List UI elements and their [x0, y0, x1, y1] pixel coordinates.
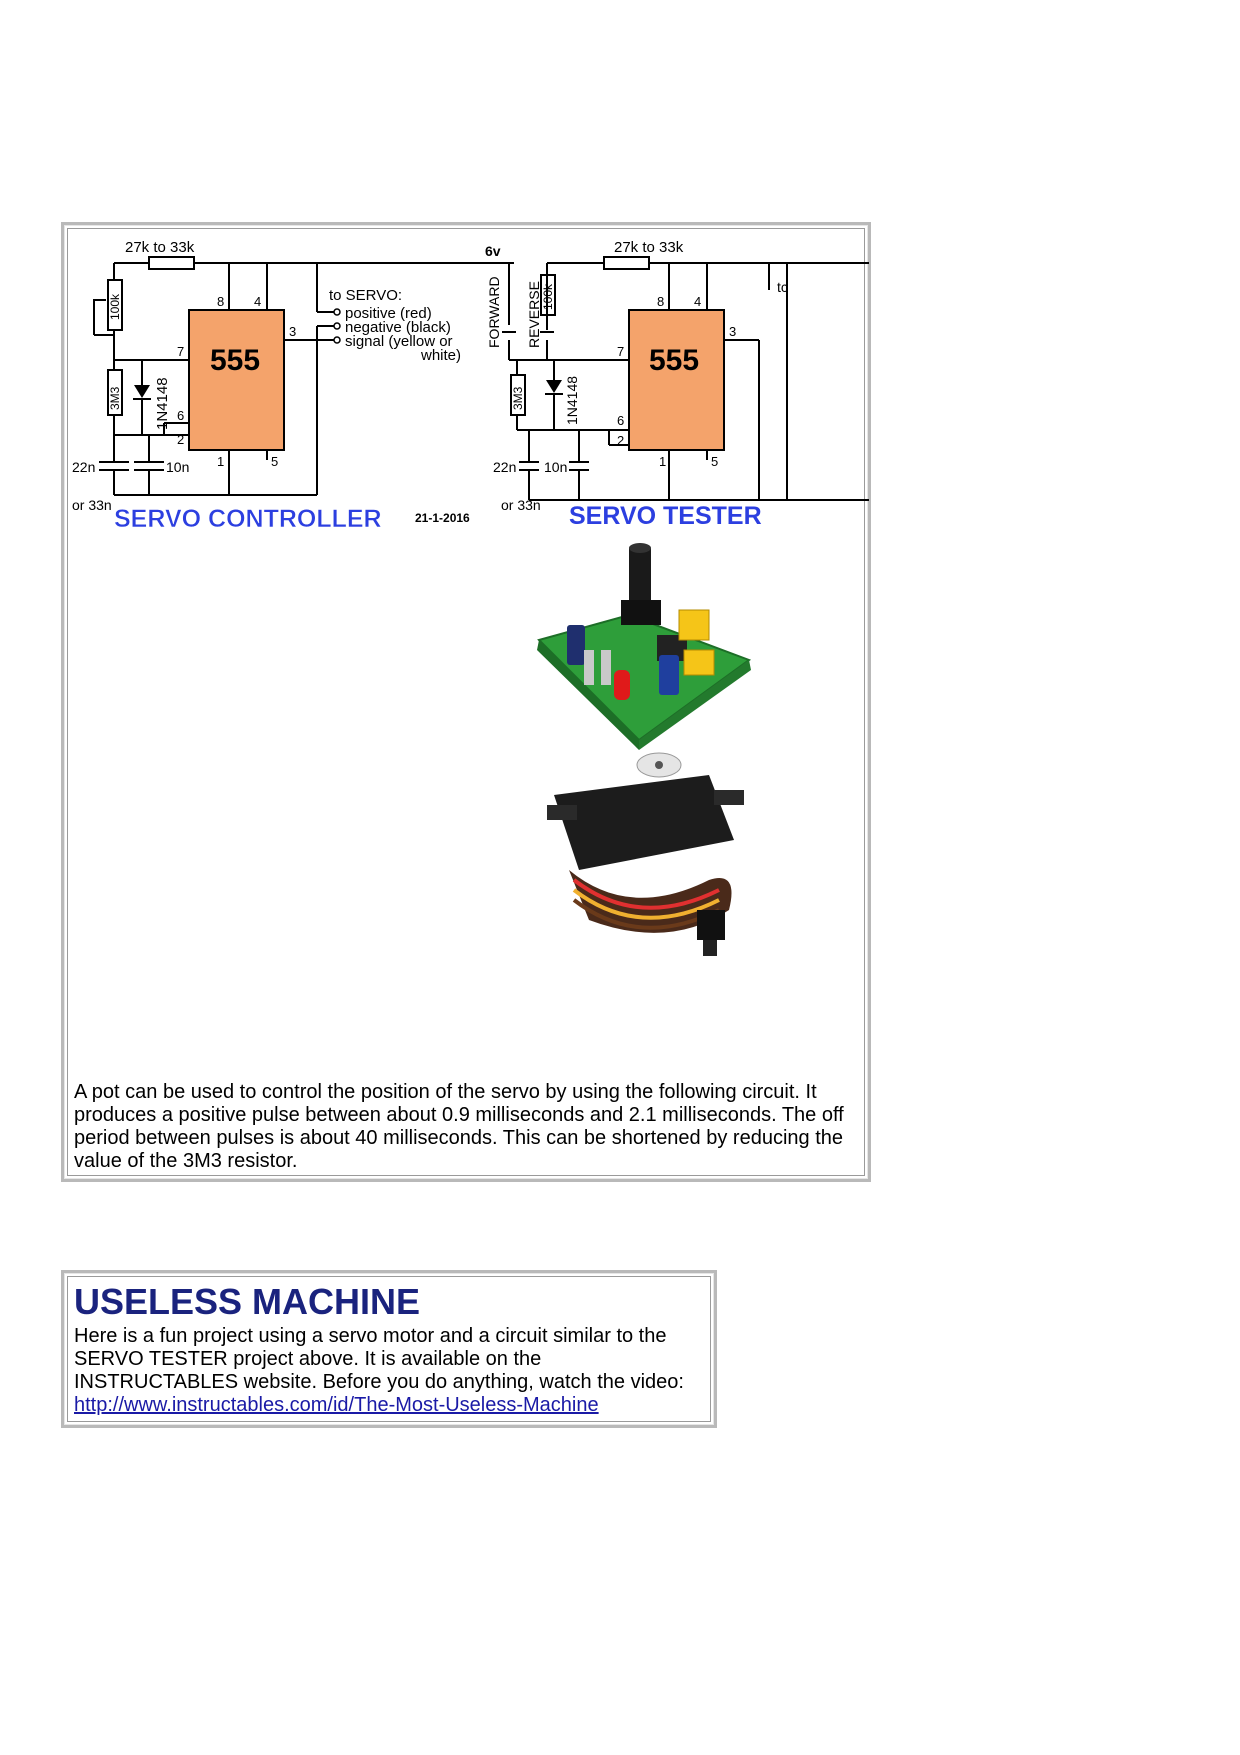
controller-supply-label: 6v [485, 243, 501, 259]
controller-diode [134, 385, 150, 398]
controller-to-servo: to SERVO: [329, 287, 403, 304]
servo-circuits-panel [61, 222, 871, 1182]
tester-top-resistor [604, 257, 649, 269]
controller-negative: negative (black) [345, 319, 451, 336]
tester-reverse-label: REVERSE [526, 281, 542, 348]
tester-title: SERVO TESTER [569, 502, 762, 530]
controller-pin6: 6 [177, 408, 185, 423]
controller-signal: signal (yellow or [345, 333, 453, 350]
controller-date: 21-1-2016 [415, 511, 470, 525]
tester-pin5: 5 [711, 454, 719, 469]
tester-pin6: 6 [617, 413, 625, 428]
tester-pin3: 3 [729, 324, 737, 339]
useless-line-2: SERVO TESTER project above. It is available on the [74, 1348, 542, 1370]
useless-line-1: Here is a fun project using a servo motor and a circuit similar to the [74, 1325, 667, 1347]
servo-controller-schematic [94, 257, 517, 495]
tester-diode-label: 1N4148 [564, 375, 580, 425]
controller-cap2-label: 10n [166, 459, 190, 475]
controller-pin2: 2 [177, 432, 185, 447]
controller-pin8: 8 [217, 294, 225, 309]
controller-pin3: 3 [289, 324, 297, 339]
controller-pot-label: 100k [108, 293, 122, 320]
controller-3m3-label: 3M3 [108, 386, 122, 410]
controller-cap1-label: 22n [72, 459, 96, 475]
controller-title: SERVO CONTROLLER [114, 505, 382, 533]
tester-cut-label: tc [777, 279, 788, 295]
controller-r-top-label: 27k to 33k [125, 239, 195, 256]
servo-description: A pot can be used to control the position of the servo by using the following circuit. It produces a positive pulse between about 0.9 milliseconds and 2.1 milliseconds. The off period between pulses is about 40 milliseconds. This can be shortened by reducing the value of the 3M3 resistor. [74, 1081, 844, 1172]
tester-r-top-label: 27k to 33k [614, 239, 684, 256]
tester-pin2: 2 [617, 433, 625, 448]
controller-pin5: 5 [271, 454, 279, 469]
useless-machine-heading: USELESS MACHINE [74, 1281, 421, 1322]
instructables-link[interactable]: http://www.instructables.com/id/The-Most-Useless-Machine [74, 1394, 599, 1416]
useless-line-3: INSTRUCTABLES website. Before you do anything, watch the video: [74, 1371, 684, 1393]
tester-pin1: 1 [659, 454, 667, 469]
controller-signal-2: white) [421, 347, 462, 364]
tester-ic-label: 555 [649, 344, 700, 377]
tester-pin8: 8 [657, 294, 665, 309]
tester-pin4: 4 [694, 294, 702, 309]
tester-3m3-label: 3M3 [511, 386, 525, 410]
controller-ic-label: 555 [210, 344, 261, 377]
tester-cap2-label: 10n [544, 459, 568, 475]
useless-machine-body [74, 1325, 714, 1417]
tester-pot-label: 100k [541, 283, 555, 310]
controller-top-resistor [149, 257, 194, 269]
controller-pin4: 4 [254, 294, 262, 309]
servo-tester-pcb-photo [529, 540, 769, 755]
controller-positive: positive (red) [345, 305, 432, 322]
tester-forward-label: FORWARD [486, 276, 502, 348]
tester-555-ic [629, 310, 724, 450]
tester-pin7: 7 [617, 344, 625, 359]
tester-cap1-label: 22n [493, 459, 517, 475]
controller-pin7: 7 [177, 344, 185, 359]
controller-555-ic [189, 310, 284, 450]
schematics-svg [69, 230, 869, 1075]
tester-diode [546, 380, 562, 393]
controller-pin1: 1 [217, 454, 225, 469]
useless-machine-panel [61, 1270, 717, 1428]
controller-cap-alt: or 33n [72, 497, 112, 513]
tester-cap-alt: or 33n [501, 497, 541, 513]
controller-diode-label: 1N4148 [154, 377, 171, 430]
servo-motor-photo [547, 753, 744, 956]
